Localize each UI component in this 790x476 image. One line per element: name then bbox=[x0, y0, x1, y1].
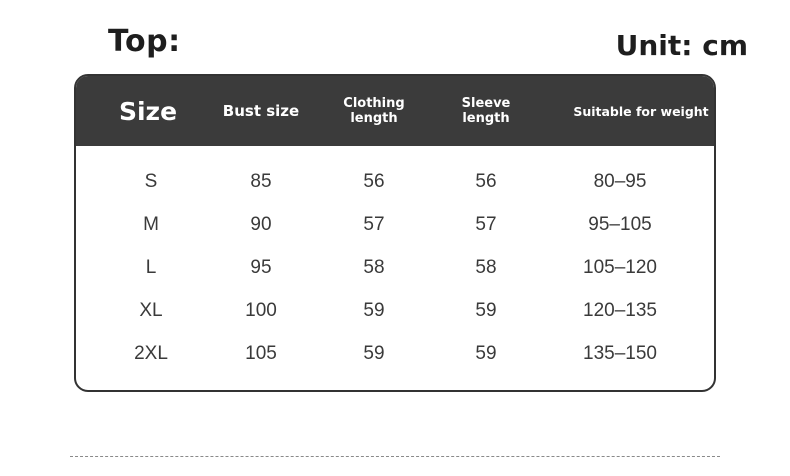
cell-size: XL bbox=[139, 299, 163, 321]
cell-sleeve: 58 bbox=[475, 256, 497, 278]
cell-weight: 95–105 bbox=[588, 213, 652, 235]
cell-weight: 120–135 bbox=[583, 299, 657, 321]
cell-size: 2XL bbox=[134, 342, 168, 364]
cell-bust: 85 bbox=[250, 170, 272, 192]
cell-size: S bbox=[144, 170, 158, 192]
cell-bust: 105 bbox=[245, 342, 277, 364]
cell-bust: 95 bbox=[250, 256, 272, 278]
size-table bbox=[74, 74, 716, 392]
table-row bbox=[76, 160, 714, 203]
cell-bust: 90 bbox=[250, 213, 272, 235]
header-clothing-label: Clothing length bbox=[343, 96, 405, 126]
page-title: Top: bbox=[108, 24, 181, 59]
table-row bbox=[76, 289, 714, 332]
cell-size: M bbox=[143, 213, 159, 235]
header-size-label: Size bbox=[118, 96, 178, 126]
cell-weight: 135–150 bbox=[583, 342, 657, 364]
table-header bbox=[76, 76, 714, 146]
table-row bbox=[76, 332, 714, 375]
cell-clothing: 59 bbox=[363, 299, 385, 321]
cell-weight: 80–95 bbox=[593, 170, 647, 192]
header-bust bbox=[206, 76, 316, 146]
header-sleeve-length bbox=[436, 76, 536, 146]
cell-clothing: 57 bbox=[363, 213, 385, 235]
cell-clothing: 58 bbox=[363, 256, 385, 278]
cell-bust: 100 bbox=[245, 299, 277, 321]
cell-size: L bbox=[145, 256, 157, 278]
cell-sleeve: 56 bbox=[475, 170, 497, 192]
header-sleeve-label: Sleeve length bbox=[461, 96, 511, 126]
cell-clothing: 56 bbox=[363, 170, 385, 192]
header-size bbox=[98, 76, 198, 146]
unit-label: Unit: cm bbox=[615, 29, 748, 62]
table-row bbox=[76, 203, 714, 246]
header-weight-label: Suitable for weight bbox=[573, 103, 709, 119]
header-weight bbox=[566, 76, 716, 146]
header-clothing-length bbox=[324, 76, 424, 146]
cell-sleeve: 59 bbox=[475, 299, 497, 321]
table-row bbox=[76, 246, 714, 289]
header-bust-label: Bust size bbox=[222, 101, 300, 120]
cell-weight: 105–120 bbox=[583, 256, 657, 278]
cell-clothing: 59 bbox=[363, 342, 385, 364]
cell-sleeve: 57 bbox=[475, 213, 497, 235]
dashed-divider bbox=[70, 456, 720, 457]
cell-sleeve: 59 bbox=[475, 342, 497, 364]
